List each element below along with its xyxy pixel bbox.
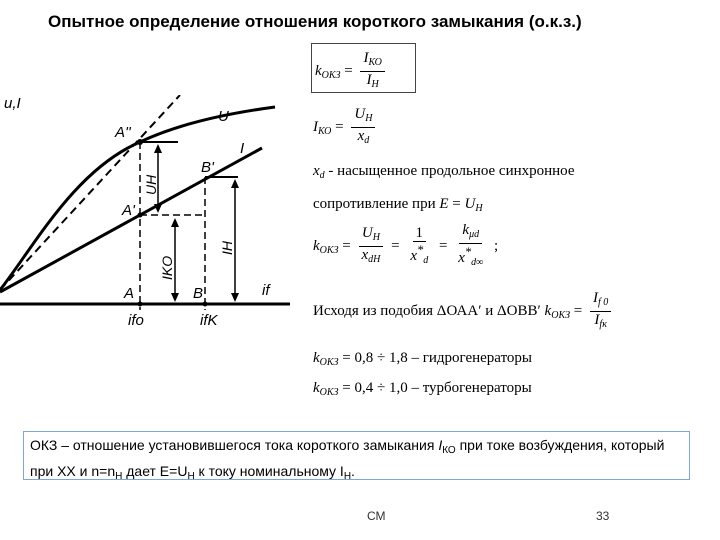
definition-box: ОКЗ – отношение установившегося тока короткого замыкания $I_{КО}$ при токе возбуждения, который при ХХ и $n=n_Н$ дает $E=U_Н$ к току номинальному $I_Н$. — [23, 431, 690, 480]
xd-description: $x_d$ - насыщенное продольное синхронное — [313, 163, 575, 181]
point-a-label: A — [124, 285, 135, 302]
axis-y-label: u,I — [4, 95, 21, 112]
point-a1-label: A' — [122, 202, 135, 219]
line-i — [0, 148, 262, 292]
formula-iko: $I_{КО}$ = $\frac{U_Н}{x_d}$ — [313, 106, 379, 149]
dim-ih-label: IH — [219, 241, 235, 255]
okz-turbo: $k_{ОКЗ} = 0,4 \div 1,0$ – турбогенераторы — [313, 380, 532, 398]
point-b1-label: B' — [201, 159, 214, 176]
point-a2-label: A'' — [115, 124, 131, 141]
okz-hydro: $k_{ОКЗ} = 0,8 \div 1,8$ – гидрогенераторы — [313, 350, 533, 368]
footer-author: СМ — [367, 509, 386, 523]
characteristics-graph — [0, 95, 300, 340]
curve-u-label: U — [218, 108, 229, 125]
slide-title: Опытное определение отношения короткого замыкания (о.к.з.) — [48, 12, 582, 31]
line-i-label: I — [240, 140, 245, 157]
similarity-formula: Исходя из подобия ΔОАА′ и ΔОВВ′ $k_{ОКЗ}$ = $\frac{I_{f 0}}{I_{fк}}$ — [313, 290, 615, 333]
dim-un-label: UH — [143, 174, 159, 195]
tick-ifk: ifK — [200, 312, 218, 329]
curve-u — [0, 107, 275, 290]
tick-ifo: ifo — [128, 312, 144, 329]
formula-okz: $k_{ОКЗ}$ = $\frac{I_{КО}}{I_Н}$ — [315, 50, 389, 93]
formula-okz-chain: $k_{ОКЗ}$ = $\frac{U_Н}{x_{dН}}$ = $\frac{1}{x^*_d}$ = $\frac{k_{\mu d}}{x^*_{d\infty}}$ ; — [313, 222, 499, 268]
xd-condition: сопротивление при $E = U_Н$ — [313, 196, 483, 214]
page-number: 33 — [596, 509, 610, 523]
point-b-label: B — [193, 285, 204, 302]
dim-iko-label: IKO — [159, 255, 175, 280]
axis-x-label: if — [262, 282, 270, 299]
